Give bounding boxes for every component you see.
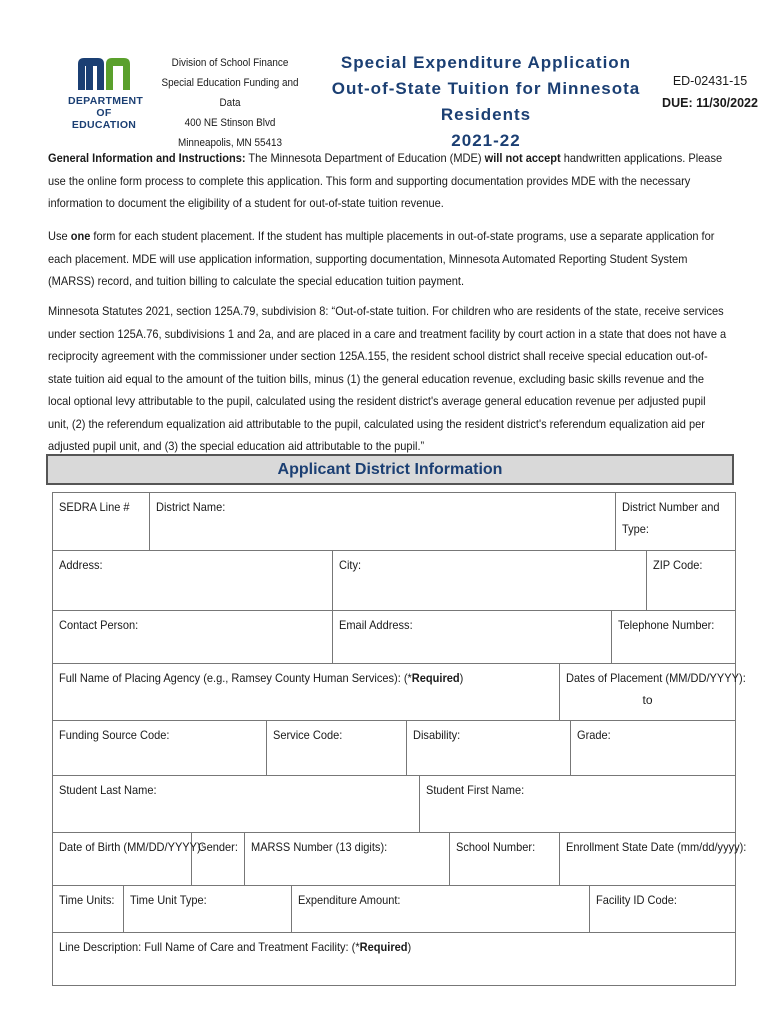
- division-address: Division of School Finance Special Education Funding and Data 400 NE Stinson Blvd Minneapolis, MN 55413: [161, 57, 299, 149]
- zip-code-field[interactable]: ZIP Code:: [647, 551, 735, 611]
- contact-person-field[interactable]: Contact Person:: [53, 611, 333, 664]
- section-header: [46, 454, 734, 485]
- section-title: Applicant District Information: [277, 461, 503, 478]
- time-unit-type-field[interactable]: Time Unit Type:: [124, 886, 292, 933]
- enrollment-state-date-field[interactable]: Enrollment State Date (mm/dd/yyyy):: [560, 833, 735, 886]
- facility-id-code-field[interactable]: Facility ID Code:: [590, 886, 735, 933]
- logo-text: DEPARTMENT OF EDUCATION: [68, 95, 144, 131]
- student-last-name-field[interactable]: Student Last Name:: [53, 776, 420, 833]
- sedra-line-field[interactable]: SEDRA Line #: [53, 493, 150, 551]
- statute-quote: Minnesota Statutes 2021, section 125A.79, subdivision 8: “Out-of-state tuition. For children who are residents of the state, receive services under section 125A.76, subdivisions 1 and 2a, and are placed in a care and treatment facility by court action in a state that does not have a reciprocity agreement with the commissioner under section 125A.155, the resident school district shall receive special education out-of-state tuition aid equal to the amount of the tuition bills, minus (1) the general education revenue, excluding basic skills revenue and the local optional levy attributable to the pupil, calculated using the resident district's average general education revenue per adjusted pupil unit, (2) the referendum equalization aid attributable to the pupil, calculated using the resident district's referendum equalization aid per adjusted pupil unit, and (3) the special education aid attributable to the pupil.”: [48, 304, 727, 453]
- marss-number-field[interactable]: MARSS Number (13 digits):: [245, 833, 450, 886]
- student-first-name-field[interactable]: Student First Name:: [420, 776, 735, 833]
- required-marker: Required: [411, 671, 460, 685]
- applicant-district-form: [52, 492, 747, 986]
- to-label: to: [642, 693, 653, 707]
- placement-instructions: Use one form for each student placement. If the student has multiple placements in out-of-state programs, use a separate application for each placement. MDE will use application information, supporting documentation, Minnesota Automated Reporting Student System (MARSS) record, and tuition billing to calculate the special education tuition payment.: [48, 229, 715, 288]
- gender-field[interactable]: Gender:: [192, 833, 245, 886]
- line-description-field[interactable]: Line Description: Full Name of Care and Treatment Facility: (*Required): [59, 940, 412, 954]
- service-code-field[interactable]: Service Code:: [267, 721, 407, 776]
- mde-logo: [68, 56, 144, 131]
- disability-field[interactable]: Disability:: [407, 721, 571, 776]
- placing-agency-field[interactable]: Full Name of Placing Agency (e.g., Ramsey County Human Services): (*Required): [53, 664, 560, 721]
- general-instructions: General Information and Instructions: The Minnesota Department of Education (MDE) will not accept handwritten applications. Please use the online form process to complete this application. This form and supporting documentation provides MDE with the necessary information to document the eligibility of a student for out-of-state tuition revenue.: [48, 151, 723, 210]
- telephone-field[interactable]: Telephone Number:: [612, 611, 735, 664]
- mn-logo-icon: [76, 56, 132, 92]
- time-units-field[interactable]: Time Units:: [53, 886, 124, 933]
- date-of-birth-field[interactable]: Date of Birth (MM/DD/YYYY):: [53, 833, 192, 886]
- dates-of-placement-field[interactable]: Dates of Placement (MM/DD/YYYY): to: [560, 664, 735, 721]
- expenditure-amount-field[interactable]: Expenditure Amount:: [292, 886, 590, 933]
- address-field[interactable]: Address:: [53, 551, 333, 611]
- form-title: Special Expenditure Application Out-of-State Tuition for Minnesota Residents 2021-22: [331, 53, 641, 150]
- district-name-field[interactable]: District Name:: [150, 493, 616, 551]
- form-code: ED-02431-15 DUE: 11/30/2022: [660, 70, 760, 114]
- city-field[interactable]: City:: [333, 551, 647, 611]
- school-number-field[interactable]: School Number:: [450, 833, 560, 886]
- grade-field[interactable]: Grade:: [571, 721, 735, 776]
- due-date: DUE: 11/30/2022: [662, 96, 758, 110]
- district-number-field[interactable]: District Number and Type:: [616, 493, 735, 551]
- email-field[interactable]: Email Address:: [333, 611, 612, 664]
- funding-source-code-field[interactable]: Funding Source Code:: [53, 721, 267, 776]
- required-marker: Required: [359, 940, 408, 954]
